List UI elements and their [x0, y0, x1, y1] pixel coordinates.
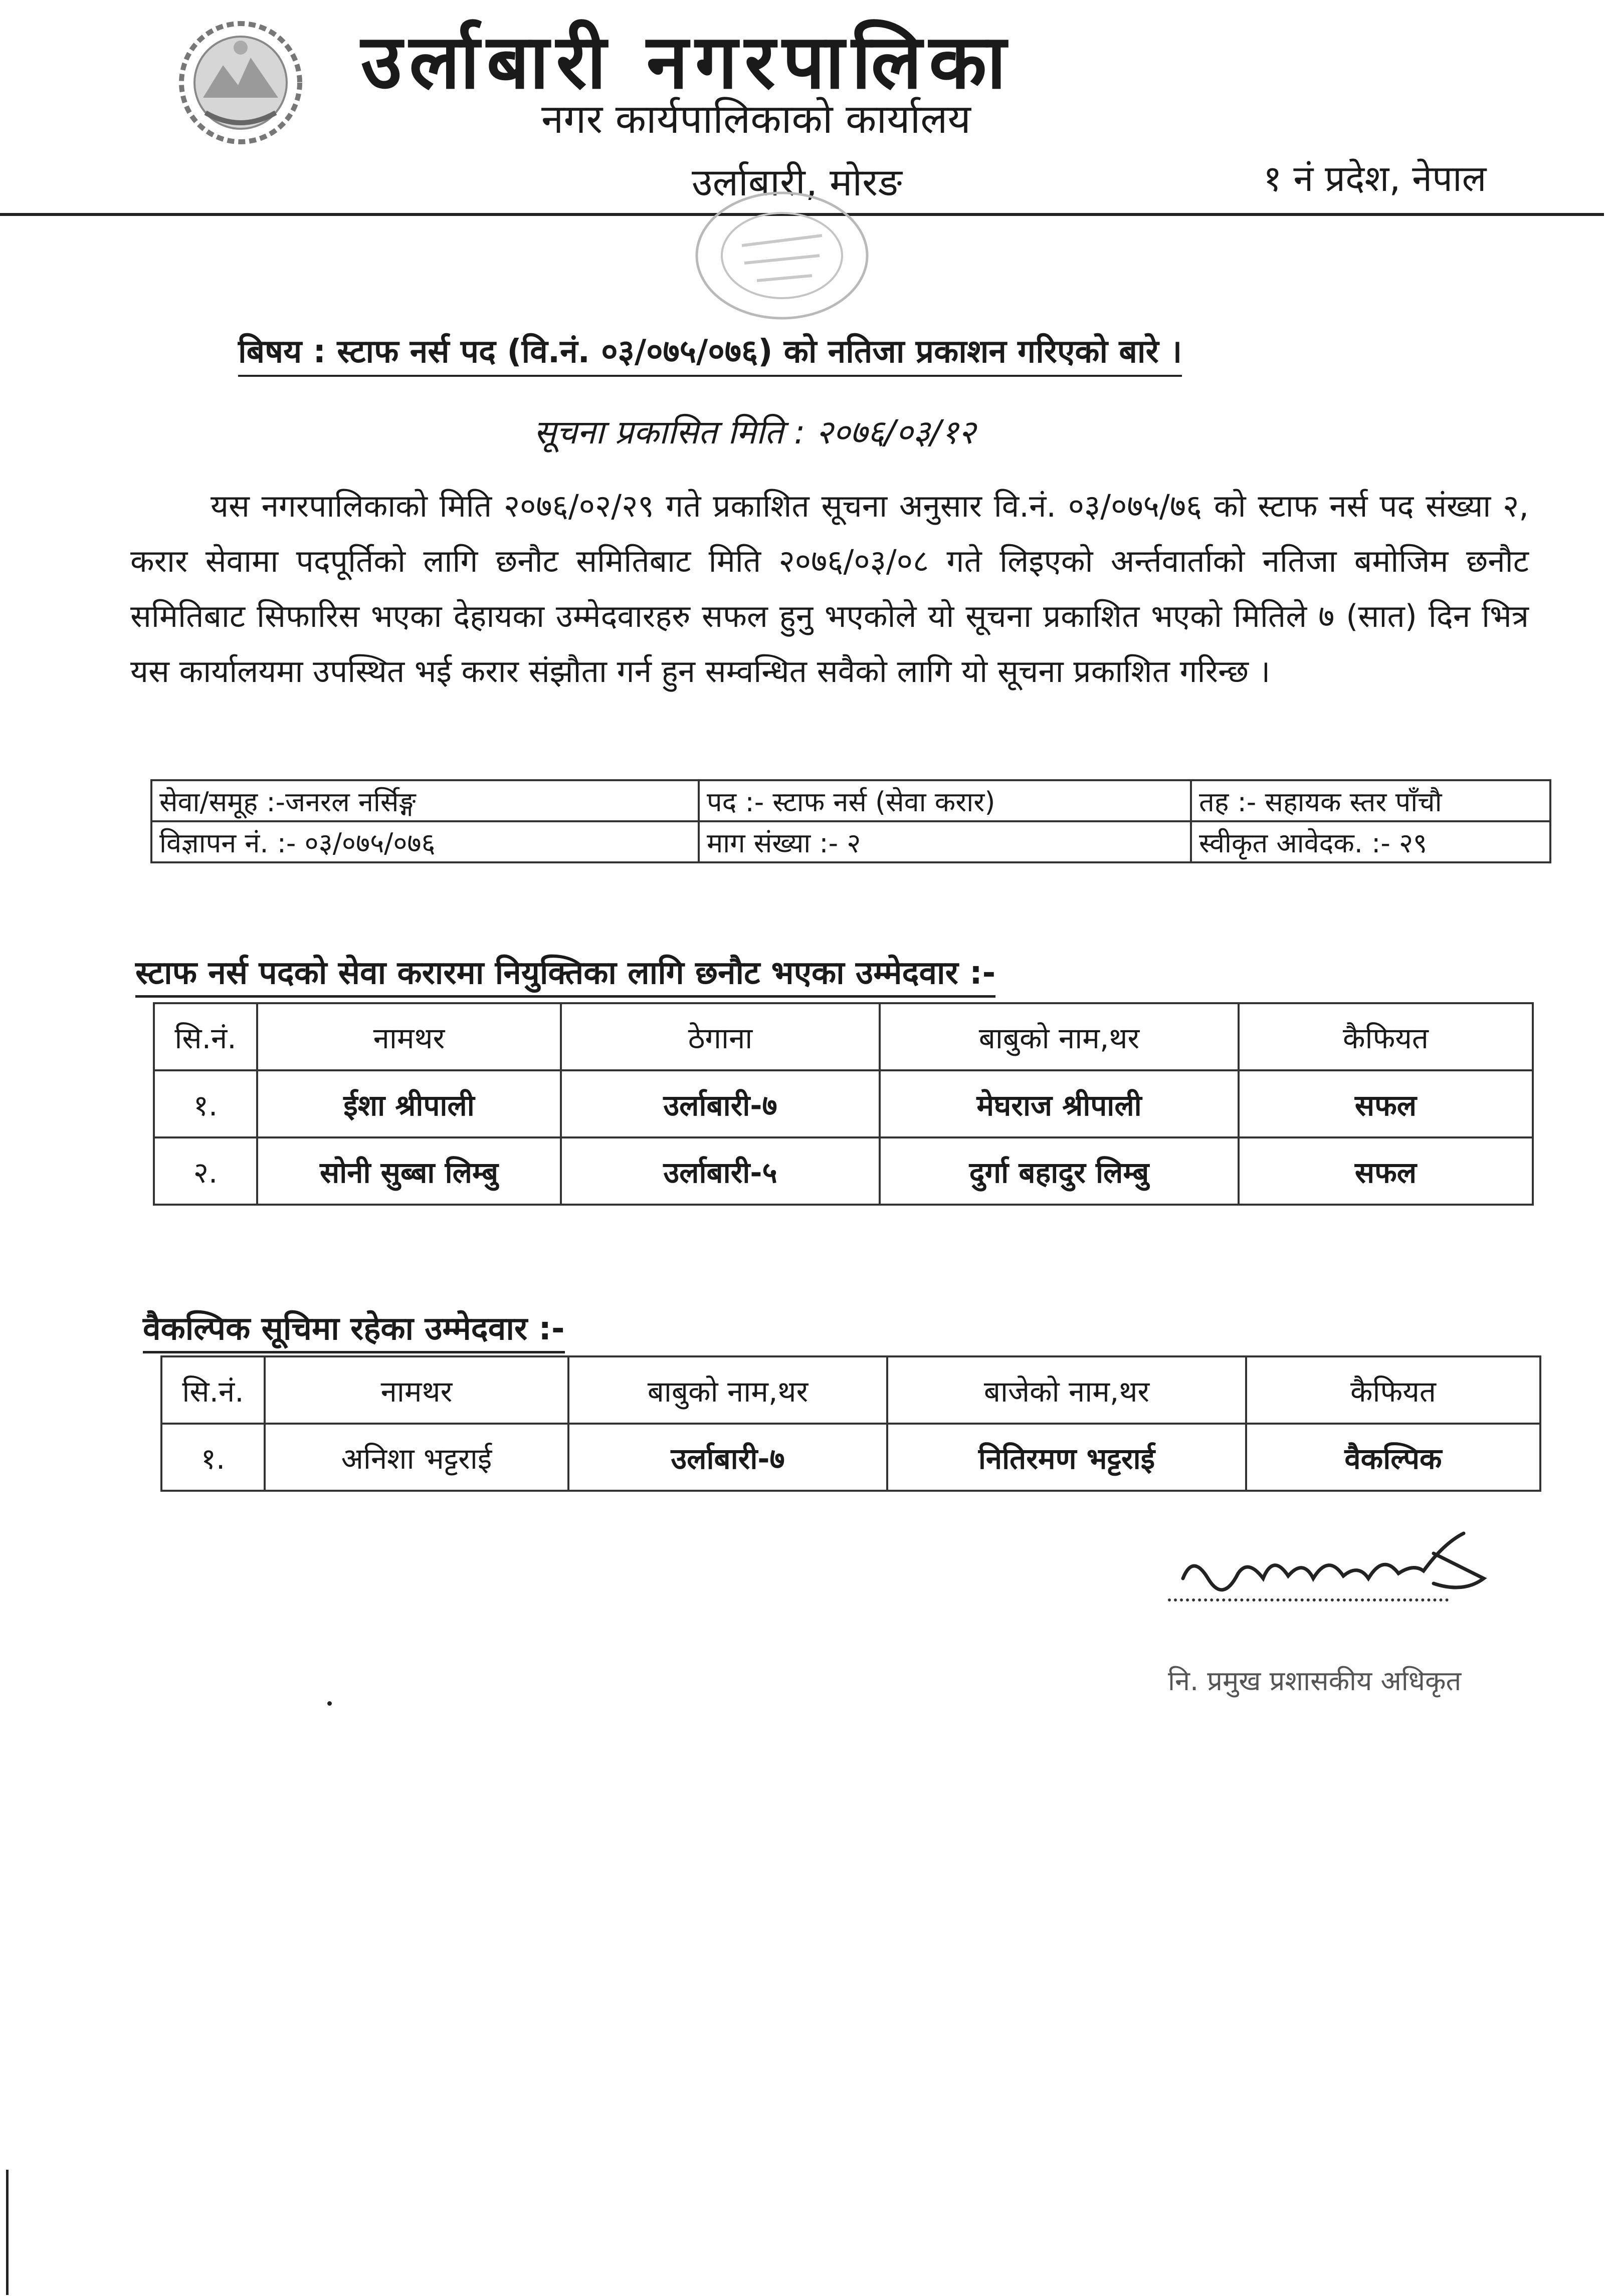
column-header: ठेगाना — [561, 1003, 880, 1070]
column-header: बाबुको नाम,थर — [880, 1003, 1239, 1070]
address-cell: उर्लाबारी-७ — [561, 1070, 880, 1137]
column-header: बाबुको नाम,थर — [568, 1356, 887, 1424]
service-group-cell: सेवा/समूह :-जनरल नर्सिङ्ग — [151, 780, 699, 821]
address-cell: उर्लाबारी-७ — [568, 1424, 887, 1491]
father-name-cell: दुर्गा बहादुर लिम्बु — [880, 1137, 1239, 1205]
name-cell: ईशा श्रीपाली — [257, 1070, 561, 1137]
name-cell: अनिशा भट्टराई — [265, 1424, 568, 1491]
post-info-table — [150, 779, 1551, 863]
signatory-title: नि. प्रमुख प्रशासकीय अधिकृत — [1168, 1665, 1462, 1697]
column-header: कैफियत — [1246, 1356, 1540, 1424]
level-cell: तह :- सहायक स्तर पाँचौ — [1191, 780, 1550, 821]
demand-count-cell: माग संख्या :- २ — [699, 821, 1191, 862]
table-row — [161, 1424, 1540, 1491]
table-row — [154, 1070, 1533, 1137]
municipality-title: उर्लाबारी नगरपालिका — [361, 19, 1014, 106]
notice-subject: बिषय : स्टाफ नर्स पद (वि.नं. ०३/०७५/०७६) को नतिजा प्रकाशन गरिएको बारे । — [238, 328, 1182, 377]
column-header: सि.नं. — [161, 1356, 265, 1424]
notice-body: यस नगरपालिकाको मिति २०७६/०२/२९ गते प्रकाशित सूचना अनुसार वि.नं. ०३/०७५/७६ को स्टाफ नर्स पद संख्या २, करार सेवामा पदपूर्तिको लागि छनौट समितिबाट मिति २०७६/०३/०८ गते लिइएको अर्न्तवार्ताको नतिजा बमोजिम छनौट समितिबाट सिफारिस भएका देहायका उम्मेदवारहरु सफल हुनु भएकोले यो सूचना प्रकाशित भएको मितिले ७ (सात) दिन भित्र यस कार्यालयमा उपस्थित भई करार संझौता गर्न हुन सम्वन्धित सवैको लागि यो सूचना प्रकाशित गरिन्छ । — [130, 488, 1529, 690]
serial-cell: १. — [154, 1070, 257, 1137]
grandfather-name-cell: नितिरमण भट्टराई — [887, 1424, 1246, 1491]
signature-line — [1168, 1598, 1449, 1601]
column-header: नामथर — [265, 1356, 568, 1424]
remarks-cell: सफल — [1239, 1137, 1533, 1205]
column-header: कैफियत — [1239, 1003, 1533, 1070]
remarks-cell: वैकल्पिक — [1246, 1424, 1540, 1491]
alternate-candidates-heading: वैकल्पिक सूचिमा रहेका उम्मेदवार :- — [143, 1305, 565, 1353]
office-address: उर्लाबारी, मोरङ — [692, 160, 902, 204]
table-row — [154, 1137, 1533, 1205]
selected-candidates-heading: स्टाफ नर्स पदको सेवा करारमा नियुक्तिका लागि छनौट भएका उम्मेदवार :- — [135, 950, 995, 998]
column-header: नामथर — [257, 1003, 561, 1070]
table-header-row — [154, 1003, 1533, 1070]
nepal-emblem-icon — [175, 18, 306, 148]
remarks-cell: सफल — [1239, 1070, 1533, 1137]
office-name: नगर कार्यपालिकाको कार्यालय — [541, 96, 971, 142]
address-cell: उर्लाबारी-५ — [561, 1137, 880, 1205]
scan-edge-mark — [6, 2170, 9, 2295]
publication-date: सूचना प्रकासित मिति : २०७६/०३/१२ — [534, 413, 976, 451]
name-cell: सोनी सुब्बा लिम्बु — [257, 1137, 561, 1205]
serial-cell: २. — [154, 1137, 257, 1205]
approved-applicants-cell: स्वीकृत आवेदक. :- २९ — [1191, 821, 1550, 862]
table-header-row — [161, 1356, 1540, 1424]
column-header: बाजेको नाम,थर — [887, 1356, 1246, 1424]
alternate-candidates-table — [160, 1355, 1541, 1492]
post-cell: पद :- स्टाफ नर्स (सेवा करार) — [699, 780, 1191, 821]
selected-candidates-table — [153, 1002, 1534, 1206]
scan-speck — [327, 1701, 332, 1706]
advertisement-number-cell: विज्ञापन नं. :- ०३/०७५/०७६ — [151, 821, 699, 862]
office-stamp-icon — [687, 180, 877, 331]
serial-cell: १. — [161, 1424, 265, 1491]
father-name-cell: मेघराज श्रीपाली — [880, 1070, 1239, 1137]
province-label: १ नं प्रदेश, नेपाल — [1263, 157, 1487, 199]
column-header: सि.नं. — [154, 1003, 257, 1070]
